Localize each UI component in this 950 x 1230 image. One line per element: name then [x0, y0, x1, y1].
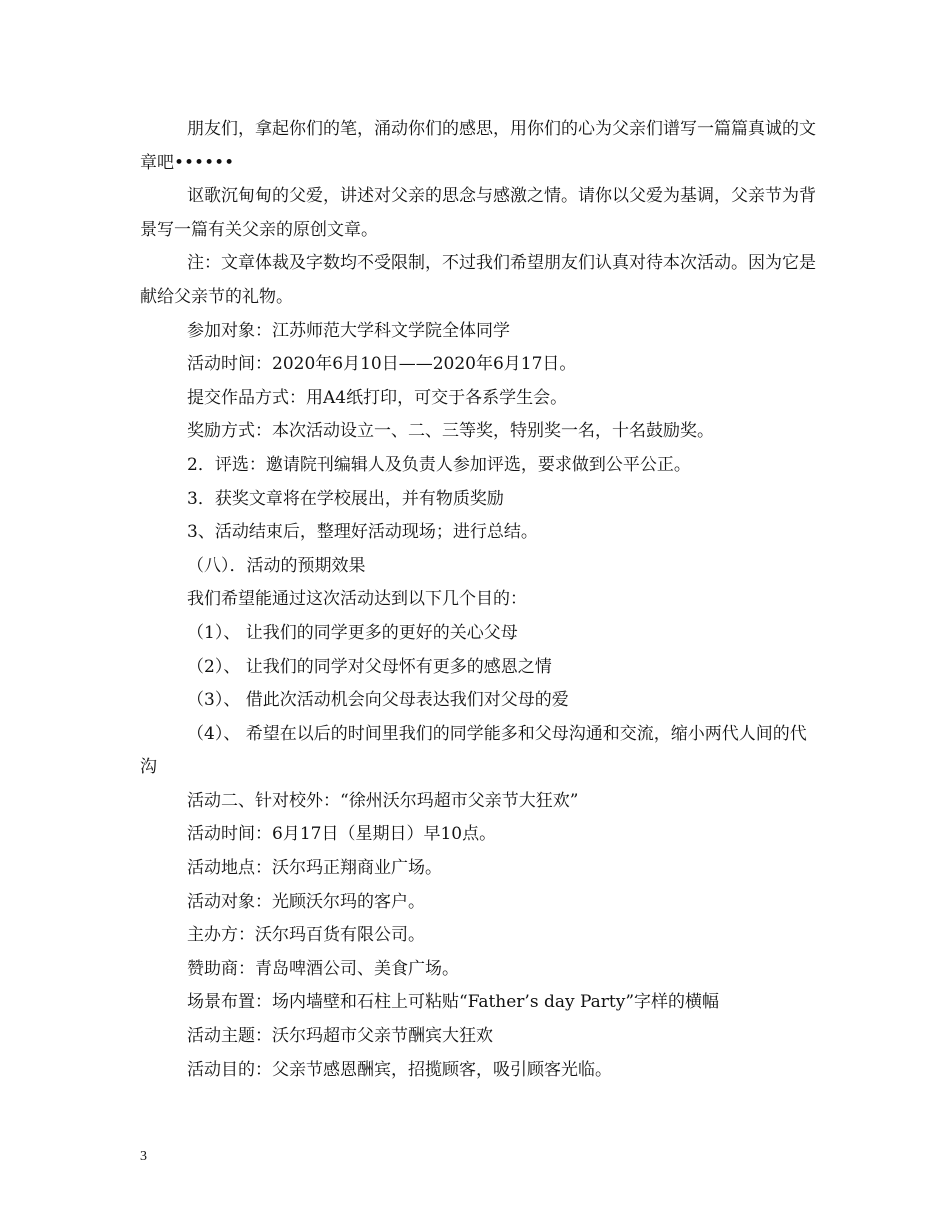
paragraph: 注：文章体裁及字数均不受限制，不过我们希望朋友们认真对待本次活动。因为它是献给父亲节的礼物。	[140, 253, 816, 307]
list-item: （2）、 让我们的同学对父母怀有更多的感恩之情	[187, 656, 552, 677]
paragraph: 主办方：沃尔玛百货有限公司。	[187, 925, 425, 946]
paragraph: 讴歌沉甸甸的父爱，讲述对父亲的思念与感激之情。请你以父爱为基调，父亲节为背景写一篇有关父亲的原创文章。	[140, 186, 816, 240]
paragraph: 赞助商：青岛啤酒公司、美食广场。	[187, 958, 459, 979]
paragraph: 活动主题：沃尔玛超市父亲节酬宾大狂欢	[187, 1026, 493, 1047]
paragraph: 活动时间：6月17日（星期日）早10点。	[187, 824, 497, 845]
paragraph: 活动对象：光顾沃尔玛的客户。	[187, 891, 425, 912]
paragraph: 参加对象：江苏师范大学科文学院全体同学	[187, 320, 510, 341]
list-item: （1）、 让我们的同学更多的更好的关心父母	[187, 622, 518, 643]
section-heading: （八）．活动的预期效果	[187, 555, 366, 576]
paragraph: 提交作品方式：用A4纸打印，可交于各系学生会。	[187, 387, 568, 408]
list-item: （4）、 希望在以后的时间里我们的同学能多和父母沟通和交流，缩小两代人间的代沟	[140, 723, 807, 778]
section-heading: 活动二、针对校外：“徐州沃尔玛超市父亲节大狂欢”	[187, 790, 579, 811]
paragraph: 我们希望能通过这次活动达到以下几个目的：	[187, 589, 527, 610]
page-number: 3	[140, 1149, 147, 1164]
paragraph: 3．获奖文章将在学校展出，并有物质奖励	[187, 488, 504, 509]
paragraph: 活动地点：沃尔玛正翔商业广场。	[187, 858, 442, 879]
list-item: （3）、 借此次活动机会向父母表达我们对父母的爱	[187, 690, 569, 711]
paragraph: 活动时间：2020年6月10日——2020年6月17日。	[187, 354, 577, 375]
paragraph: 奖励方式：本次活动设立一、二、三等奖，特别奖一名，十名鼓励奖。	[187, 421, 714, 442]
paragraph: 场景布置：场内墙壁和石柱上可粘贴“Father’s day Party”字样的横幅	[187, 992, 720, 1013]
paragraph: 2．评选：邀请院刊编辑人及负责人参加评选，要求做到公平公正。	[187, 454, 691, 475]
paragraph: 活动目的：父亲节感恩酬宾，招揽顾客，吸引顾客光临。	[187, 1059, 612, 1080]
document-body	[140, 113, 820, 1087]
paragraph: 3、活动结束后，整理好活动现场；进行总结。	[187, 522, 538, 543]
paragraph: 朋友们，拿起你们的笔，涌动你们的感思，用你们的心为父亲们谱写一篇篇真诚的文章吧••••••	[140, 119, 816, 173]
